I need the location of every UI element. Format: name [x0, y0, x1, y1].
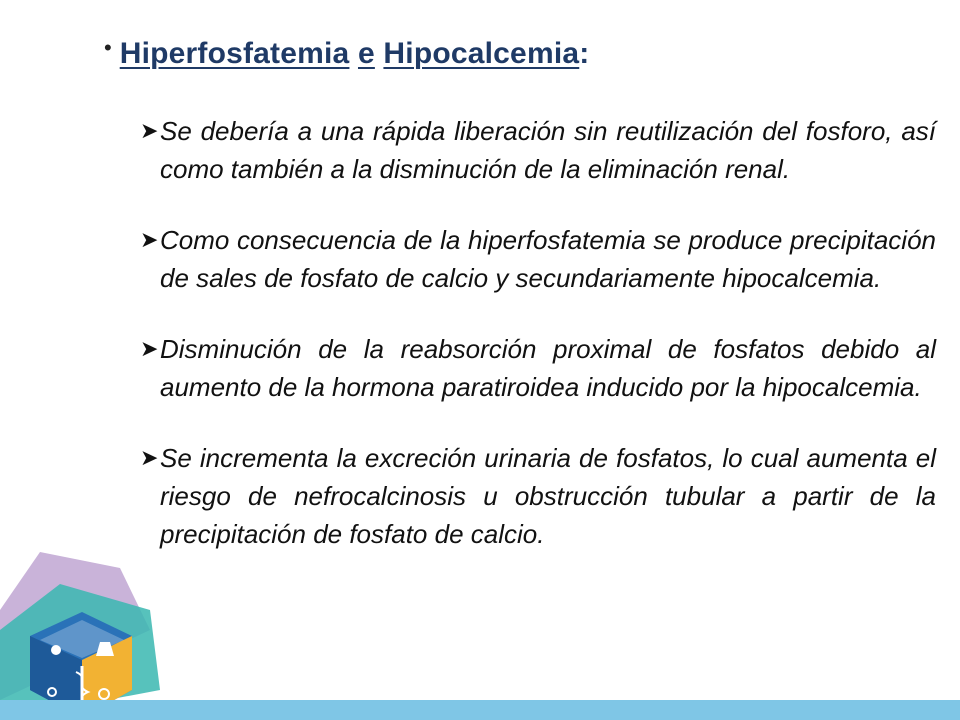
title-word-hipocalcemia: Hipocalcemia [383, 37, 580, 70]
arrowhead-right-icon: ➤ [140, 227, 159, 252]
title-space-1 [349, 37, 358, 70]
bullet-item [140, 221, 936, 297]
bullet-text: Se debería a una rápida liberación sin reutilización del fosforo, así como también a la disminución de la eliminación renal. [160, 116, 936, 184]
arrowhead-right-icon: ➤ [140, 445, 159, 470]
title-word-e: e [357, 37, 375, 70]
bullet-text: Disminución de la reabsorción proximal de fosfatos debido al aumento de la hormona paratiroidea inducido por la hipocalcemia. [160, 334, 936, 402]
arrowhead-right-icon: ➤ [140, 336, 159, 361]
medical-science-cube-logo-icon [0, 540, 190, 720]
logo-scale-icon [51, 645, 61, 655]
bullet-list [140, 112, 936, 586]
bullet-item [140, 112, 936, 188]
slide-title [120, 37, 590, 71]
title-row [104, 28, 589, 80]
title-bullet-icon: • [104, 35, 112, 60]
title-colon: : [579, 37, 590, 70]
bottom-bar [0, 700, 960, 720]
bullet-text: Se incrementa la excreción urinaria de fosfatos, lo cual aumenta el riesgo de nefrocalcinosis u obstrucción tubular a partir de la precipitación de fosfato de calcio. [160, 443, 936, 549]
bullet-item [140, 330, 936, 406]
bullet-item [140, 439, 936, 553]
bullet-text: Como consecuencia de la hiperfosfatemia se produce precipitación de sales de fosfato de calcio y secundariamente hipocalcemia. [160, 225, 936, 293]
arrowhead-right-icon: ➤ [140, 118, 159, 143]
title-word-hiperfosfatemia: Hiperfosfatemia [119, 37, 350, 70]
